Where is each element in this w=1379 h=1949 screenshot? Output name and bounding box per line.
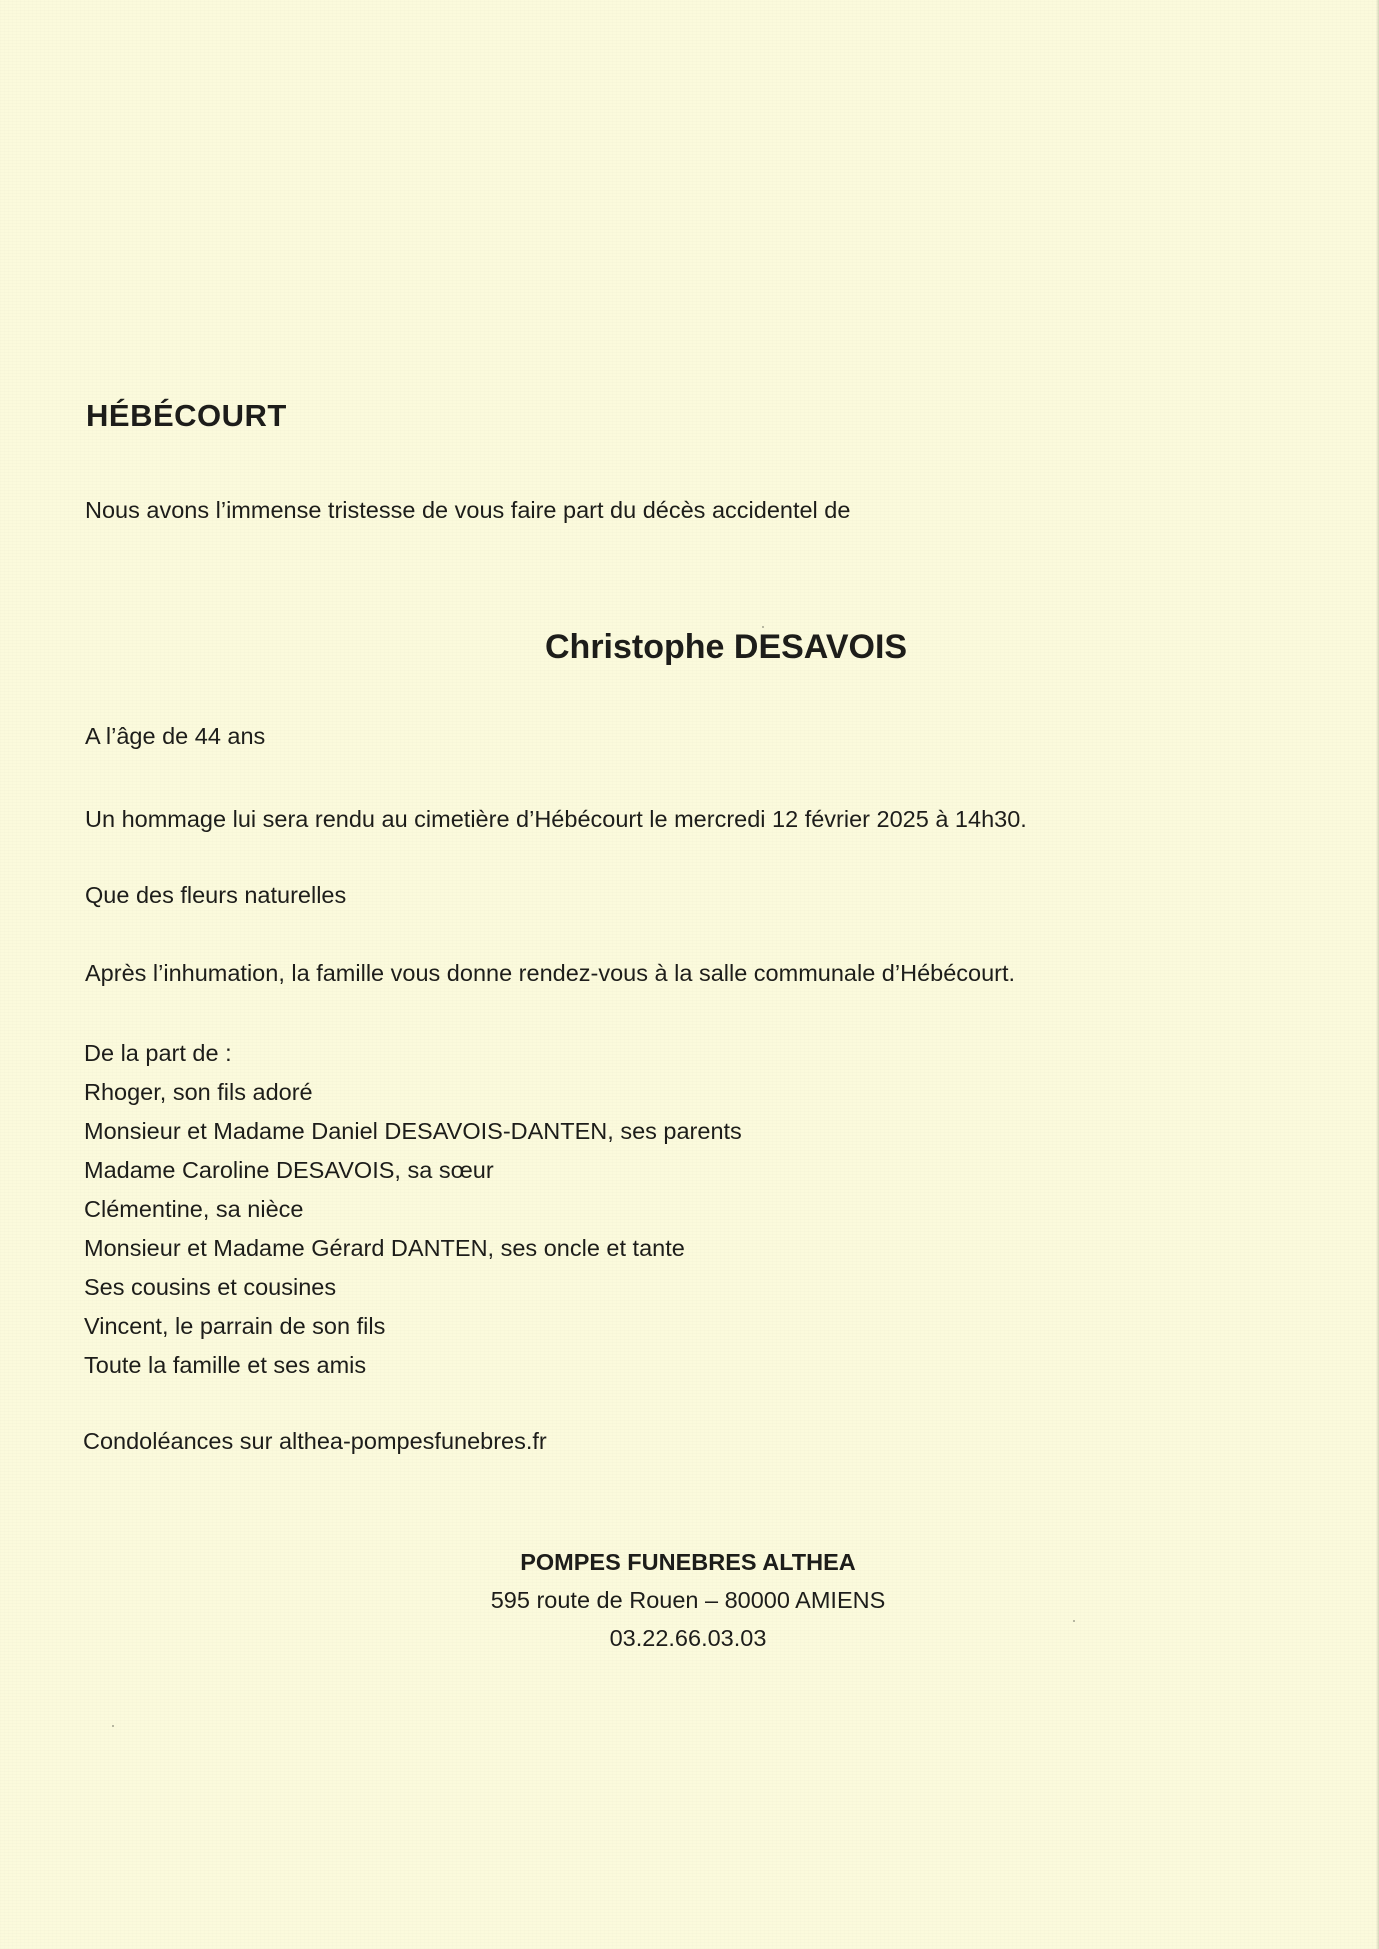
family-member: Monsieur et Madame Daniel DESAVOIS-DANTEN, ses parents	[84, 1118, 742, 1144]
funeral-home-block	[440, 1543, 936, 1657]
intro-text: Nous avons l’immense tristesse de vous faire part du décès accidentel de	[85, 497, 851, 523]
age-text: A l’âge de 44 ans	[85, 723, 266, 749]
paper-speck	[762, 626, 764, 628]
family-member: Vincent, le parrain de son fils	[84, 1313, 386, 1339]
town-heading: HÉBÉCOURT	[86, 398, 287, 433]
family-heading: De la part de :	[84, 1040, 232, 1066]
condolences-text: Condoléances sur althea-pompesfunebres.fr	[83, 1428, 547, 1454]
family-member: Monsieur et Madame Gérard DANTEN, ses oncle et tante	[84, 1235, 685, 1261]
funeral-home-address: 595 route de Rouen – 80000 AMIENS	[490, 1587, 886, 1613]
paper-speck	[1073, 1620, 1075, 1622]
funeral-home-phone: 03.22.66.03.03	[609, 1625, 767, 1651]
ceremony-text: Un hommage lui sera rendu au cimetière d’Hébécourt le mercredi 12 février 2025 à 14h30.	[85, 806, 1027, 832]
family-member: Toute la famille et ses amis	[84, 1352, 367, 1378]
family-member: Rhoger, son fils adoré	[84, 1079, 313, 1105]
family-member: Clémentine, sa nièce	[84, 1196, 304, 1222]
paper-speck	[112, 1725, 114, 1727]
family-member: Madame Caroline DESAVOIS, sa sœur	[84, 1157, 494, 1183]
family-list	[84, 1034, 742, 1385]
flowers-text: Que des fleurs naturelles	[85, 882, 347, 908]
funeral-home-name: POMPES FUNEBRES ALTHEA	[520, 1549, 856, 1575]
deceased-name: Christophe DESAVOIS	[545, 628, 908, 666]
family-member: Ses cousins et cousines	[84, 1274, 337, 1300]
reception-text: Après l’inhumation, la famille vous donne rendez-vous à la salle communale d’Hébécourt.	[85, 960, 1016, 986]
